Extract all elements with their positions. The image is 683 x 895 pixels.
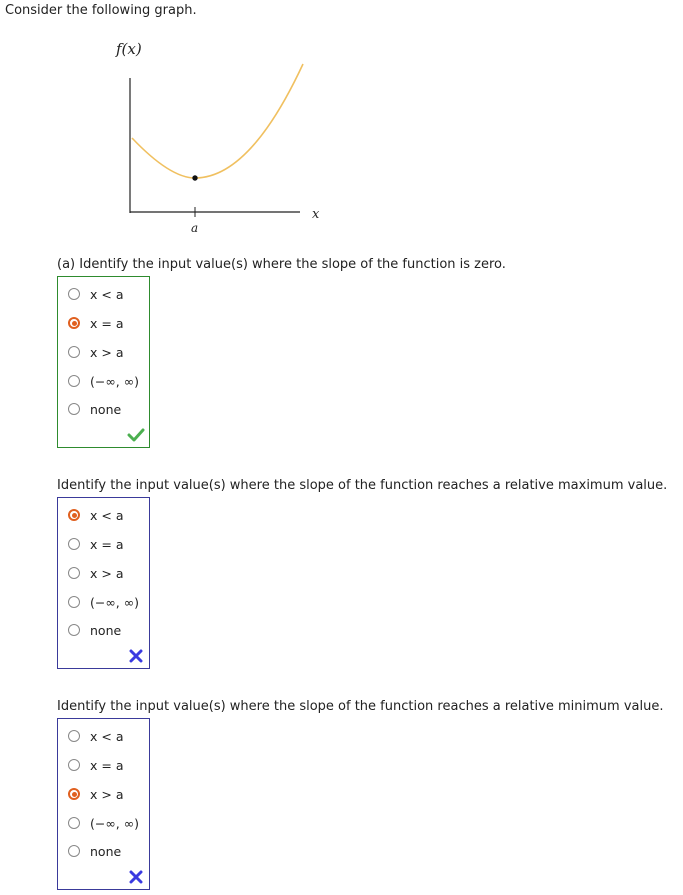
option-label: x = a	[90, 315, 124, 331]
radio-button[interactable]	[68, 346, 80, 358]
radio-button[interactable]	[68, 788, 80, 800]
option-b-x-less-a[interactable]	[68, 505, 123, 525]
tick-label-a: a	[191, 221, 199, 235]
radio-button[interactable]	[68, 538, 80, 550]
option-label: x < a	[90, 728, 124, 744]
option-label: (−∞, ∞)	[90, 373, 139, 389]
intro-text: Consider the following graph.	[5, 3, 197, 18]
radio-button[interactable]	[68, 624, 80, 636]
minimum-point	[192, 175, 197, 180]
radio-button[interactable]	[68, 375, 80, 387]
incorrect-x-icon	[127, 870, 145, 884]
option-label: x = a	[90, 536, 124, 552]
question-a-options	[57, 276, 150, 448]
radio-button[interactable]	[68, 317, 80, 329]
radio-button[interactable]	[68, 509, 80, 521]
correct-check-icon	[127, 428, 145, 442]
y-axis-label: f(x)	[116, 40, 142, 58]
question-b-prompt: Identify the input value(s) where the slope of the function reaches a relative maximum value.	[57, 478, 668, 493]
question-c-prompt: Identify the input value(s) where the slope of the function reaches a relative minimum value.	[57, 699, 664, 714]
function-graph	[100, 30, 340, 240]
radio-button[interactable]	[68, 288, 80, 300]
option-label: x > a	[90, 786, 124, 802]
option-b-x-equal-a[interactable]	[68, 534, 123, 554]
option-label: x < a	[90, 286, 124, 302]
option-a-none[interactable]	[68, 399, 121, 419]
option-c-x-greater-a[interactable]	[68, 784, 123, 804]
option-label: (−∞, ∞)	[90, 815, 139, 831]
option-c-x-less-a[interactable]	[68, 726, 123, 746]
option-b-all-reals[interactable]	[68, 592, 139, 612]
question-a-prompt: (a) Identify the input value(s) where the slope of the function is zero.	[57, 257, 506, 272]
radio-button[interactable]	[68, 596, 80, 608]
option-c-x-equal-a[interactable]	[68, 755, 123, 775]
radio-button[interactable]	[68, 730, 80, 742]
option-c-none[interactable]	[68, 841, 121, 861]
option-b-none[interactable]	[68, 620, 121, 640]
option-c-all-reals[interactable]	[68, 813, 139, 833]
function-curve	[132, 64, 303, 178]
question-c-options	[57, 718, 150, 890]
option-b-x-greater-a[interactable]	[68, 563, 123, 583]
option-label: x = a	[90, 757, 124, 773]
question-b-options	[57, 497, 150, 669]
option-label: none	[90, 401, 122, 417]
option-label: none	[90, 622, 122, 638]
radio-button[interactable]	[68, 403, 80, 415]
option-a-x-equal-a[interactable]	[68, 313, 123, 333]
option-a-x-greater-a[interactable]	[68, 342, 123, 362]
option-label: x < a	[90, 507, 124, 523]
option-label: (−∞, ∞)	[90, 594, 139, 610]
radio-button[interactable]	[68, 759, 80, 771]
option-label: x > a	[90, 565, 124, 581]
option-a-x-less-a[interactable]	[68, 284, 123, 304]
option-label: none	[90, 843, 122, 859]
incorrect-x-icon	[127, 649, 145, 663]
x-axis-label: x	[312, 207, 320, 222]
option-label: x > a	[90, 344, 124, 360]
radio-button[interactable]	[68, 817, 80, 829]
radio-button[interactable]	[68, 567, 80, 579]
option-a-all-reals[interactable]	[68, 371, 139, 391]
radio-button[interactable]	[68, 845, 80, 857]
